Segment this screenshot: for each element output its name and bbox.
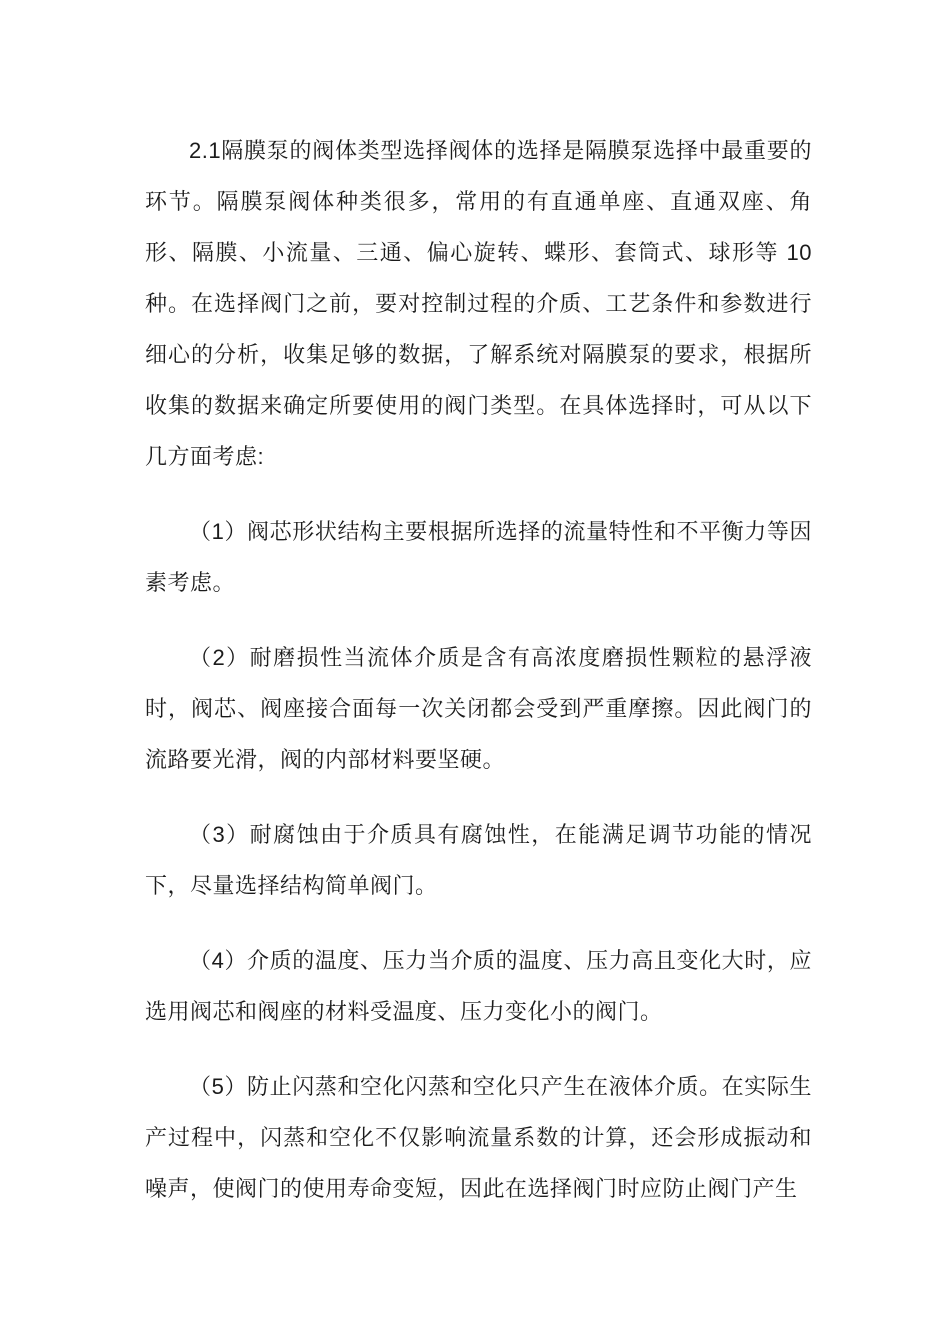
paragraph-item-5: （5）防止闪蒸和空化闪蒸和空化只产生在液体介质。在实际生产过程中，闪蒸和空化不仅影响流量系数的计算，还会形成振动和噪声，使阀门的使用寿命变短，因此在选择阀门时应防止阀门产生 (145, 1074, 812, 1201)
paragraph-item-1: （1）阀芯形状结构主要根据所选择的流量特性和不平衡力等因素考虑。 (145, 519, 812, 595)
paragraph-item-3: （3）耐腐蚀由于介质具有腐蚀性，在能满足调节功能的情况下，尽量选择结构简单阀门。 (145, 822, 812, 898)
document-body (145, 125, 812, 1214)
paragraph-item-2: （2）耐磨损性当流体介质是含有高浓度磨损性颗粒的悬浮液时，阀芯、阀座接合面每一次关闭都会受到严重摩擦。因此阀门的流路要光滑，阀的内部材料要坚硬。 (145, 645, 812, 772)
paragraph-item-4: （4）介质的温度、压力当介质的温度、压力高且变化大时，应选用阀芯和阀座的材料受温度、压力变化小的阀门。 (145, 948, 812, 1024)
paragraph-intro: 2.1隔膜泵的阀体类型选择阀体的选择是隔膜泵选择中最重要的环节。隔膜泵阀体种类很多，常用的有直通单座、直通双座、角形、隔膜、小流量、三通、偏心旋转、蝶形、套筒式、球形等 10 种。在选择阀门之前，要对控制过程的介质、工艺条件和参数进行细心的分析，收集足够的数据，了解系统对隔膜泵的要求，根据所收集的数据来确定所要使用的阀门类型。在具体选择时，可从以下几方面考虑: (145, 138, 812, 469)
